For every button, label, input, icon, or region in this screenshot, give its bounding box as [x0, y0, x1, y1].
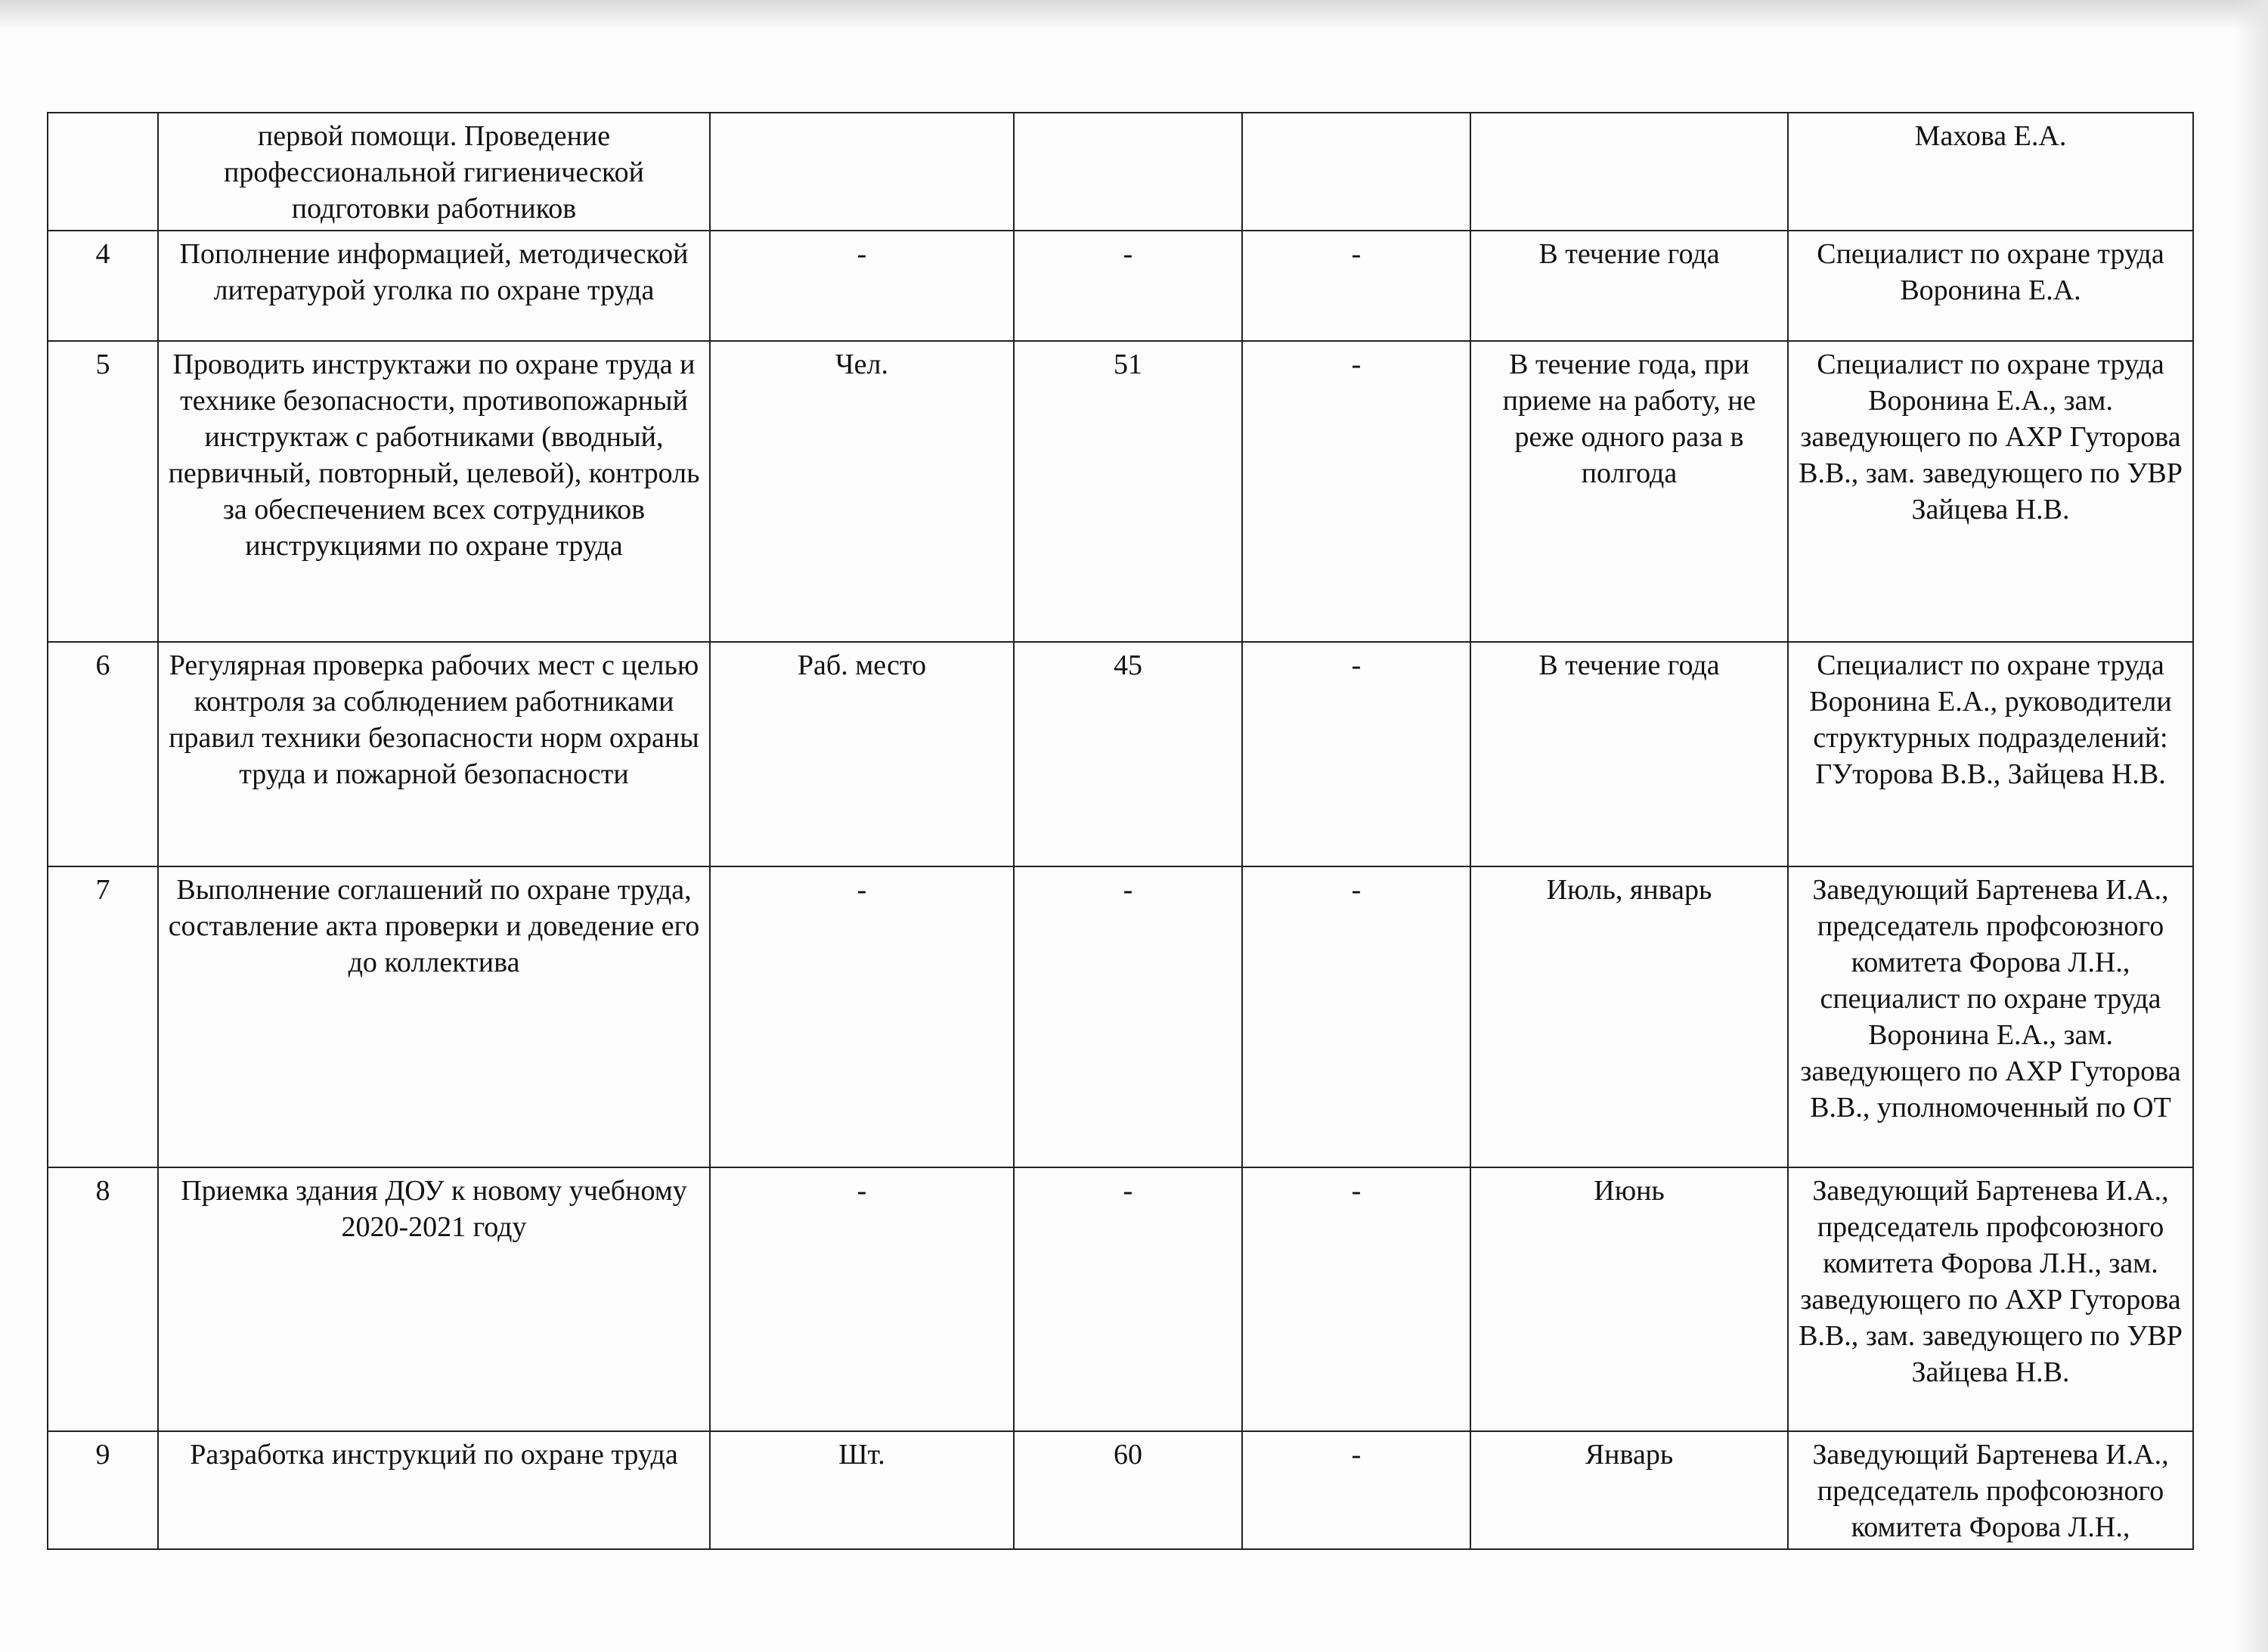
quantity: - [1014, 866, 1242, 1167]
responsible: Махова Е.А. [1788, 113, 2193, 231]
quantity [1014, 113, 1242, 231]
row-number: 7 [48, 866, 158, 1167]
measure-name: Приемка здания ДОУ к новому учебному 2020-2021 году [158, 1167, 710, 1431]
scan-edge-right [2234, 0, 2268, 1652]
deadline: Июль, январь [1470, 866, 1788, 1167]
measure-name: Регулярная проверка рабочих мест с целью контроля за соблюдением работниками правил техники безопасности норм охраны труда и пожарной безопасности [158, 642, 710, 866]
labor-safety-plan-table [47, 112, 2194, 1550]
measure-name: Выполнение соглашений по охране труда, составление акта проверки и доведение его до коллектива [158, 866, 710, 1167]
row-number: 6 [48, 642, 158, 866]
responsible: Заведующий Бартенева И.А., председатель профсоюзного комитета Форова Л.Н., специалист по охране труда Воронина Е.А., зам. заведующего по АХР Гуторова В.В., уполномоченный по ОТ [1788, 866, 2193, 1167]
unit-of-measure: Раб. место [710, 642, 1014, 866]
responsible: Заведующий Бартенева И.А., председатель профсоюзного комитета Форова Л.Н., [1788, 1431, 2193, 1549]
table-row [48, 1431, 2193, 1549]
measure-name: Проводить инструктажи по охране труда и технике безопасности, противопожарный инструктаж с работниками (вводный, первичный, повторный, целевой), контроль за обеспечением всех сотрудников инструкциями по охране труда [158, 341, 710, 642]
responsible: Специалист по охране труда Воронина Е.А. [1788, 231, 2193, 341]
row-number: 9 [48, 1431, 158, 1549]
responsible: Заведующий Бартенева И.А., председатель профсоюзного комитета Форова Л.Н., зам. заведующего по АХР Гуторова В.В., зам. заведующего по УВР Зайцева Н.В. [1788, 1167, 2193, 1431]
cost: - [1242, 642, 1470, 866]
table-row [48, 341, 2193, 642]
quantity: 51 [1014, 341, 1242, 642]
quantity: 45 [1014, 642, 1242, 866]
row-number [48, 113, 158, 231]
deadline: Июнь [1470, 1167, 1788, 1431]
deadline: В течение года, при приеме на работу, не реже одного раза в полгода [1470, 341, 1788, 642]
unit-of-measure [710, 113, 1014, 231]
quantity: - [1014, 231, 1242, 341]
deadline: Январь [1470, 1431, 1788, 1549]
table-row-continued [48, 113, 2193, 231]
cost: - [1242, 231, 1470, 341]
unit-of-measure: - [710, 866, 1014, 1167]
unit-of-measure: - [710, 1167, 1014, 1431]
table-row [48, 866, 2193, 1167]
table-row [48, 642, 2193, 866]
quantity: - [1014, 1167, 1242, 1431]
responsible: Специалист по охране труда Воронина Е.А., руководители структурных подразделений: ГУторова В.В., Зайцева Н.В. [1788, 642, 2193, 866]
responsible: Специалист по охране труда Воронина Е.А., зам. заведующего по АХР Гуторова В.В., зам. заведующего по УВР Зайцева Н.В. [1788, 341, 2193, 642]
cost: - [1242, 341, 1470, 642]
scan-edge-top [0, 0, 2268, 30]
table-row [48, 231, 2193, 341]
cost [1242, 113, 1470, 231]
cost: - [1242, 1167, 1470, 1431]
deadline [1470, 113, 1788, 231]
deadline: В течение года [1470, 642, 1788, 866]
unit-of-measure: Шт. [710, 1431, 1014, 1549]
measure-name: Пополнение информацией, методической литературой уголка по охране труда [158, 231, 710, 341]
table-row [48, 1167, 2193, 1431]
cost: - [1242, 866, 1470, 1167]
measure-name: первой помощи. Проведение профессиональной гигиенической подготовки работников [158, 113, 710, 231]
deadline: В течение года [1470, 231, 1788, 341]
unit-of-measure: - [710, 231, 1014, 341]
measure-name: Разработка инструкций по охране труда [158, 1431, 710, 1549]
row-number: 5 [48, 341, 158, 642]
quantity: 60 [1014, 1431, 1242, 1549]
unit-of-measure: Чел. [710, 341, 1014, 642]
row-number: 4 [48, 231, 158, 341]
row-number: 8 [48, 1167, 158, 1431]
cost: - [1242, 1431, 1470, 1549]
